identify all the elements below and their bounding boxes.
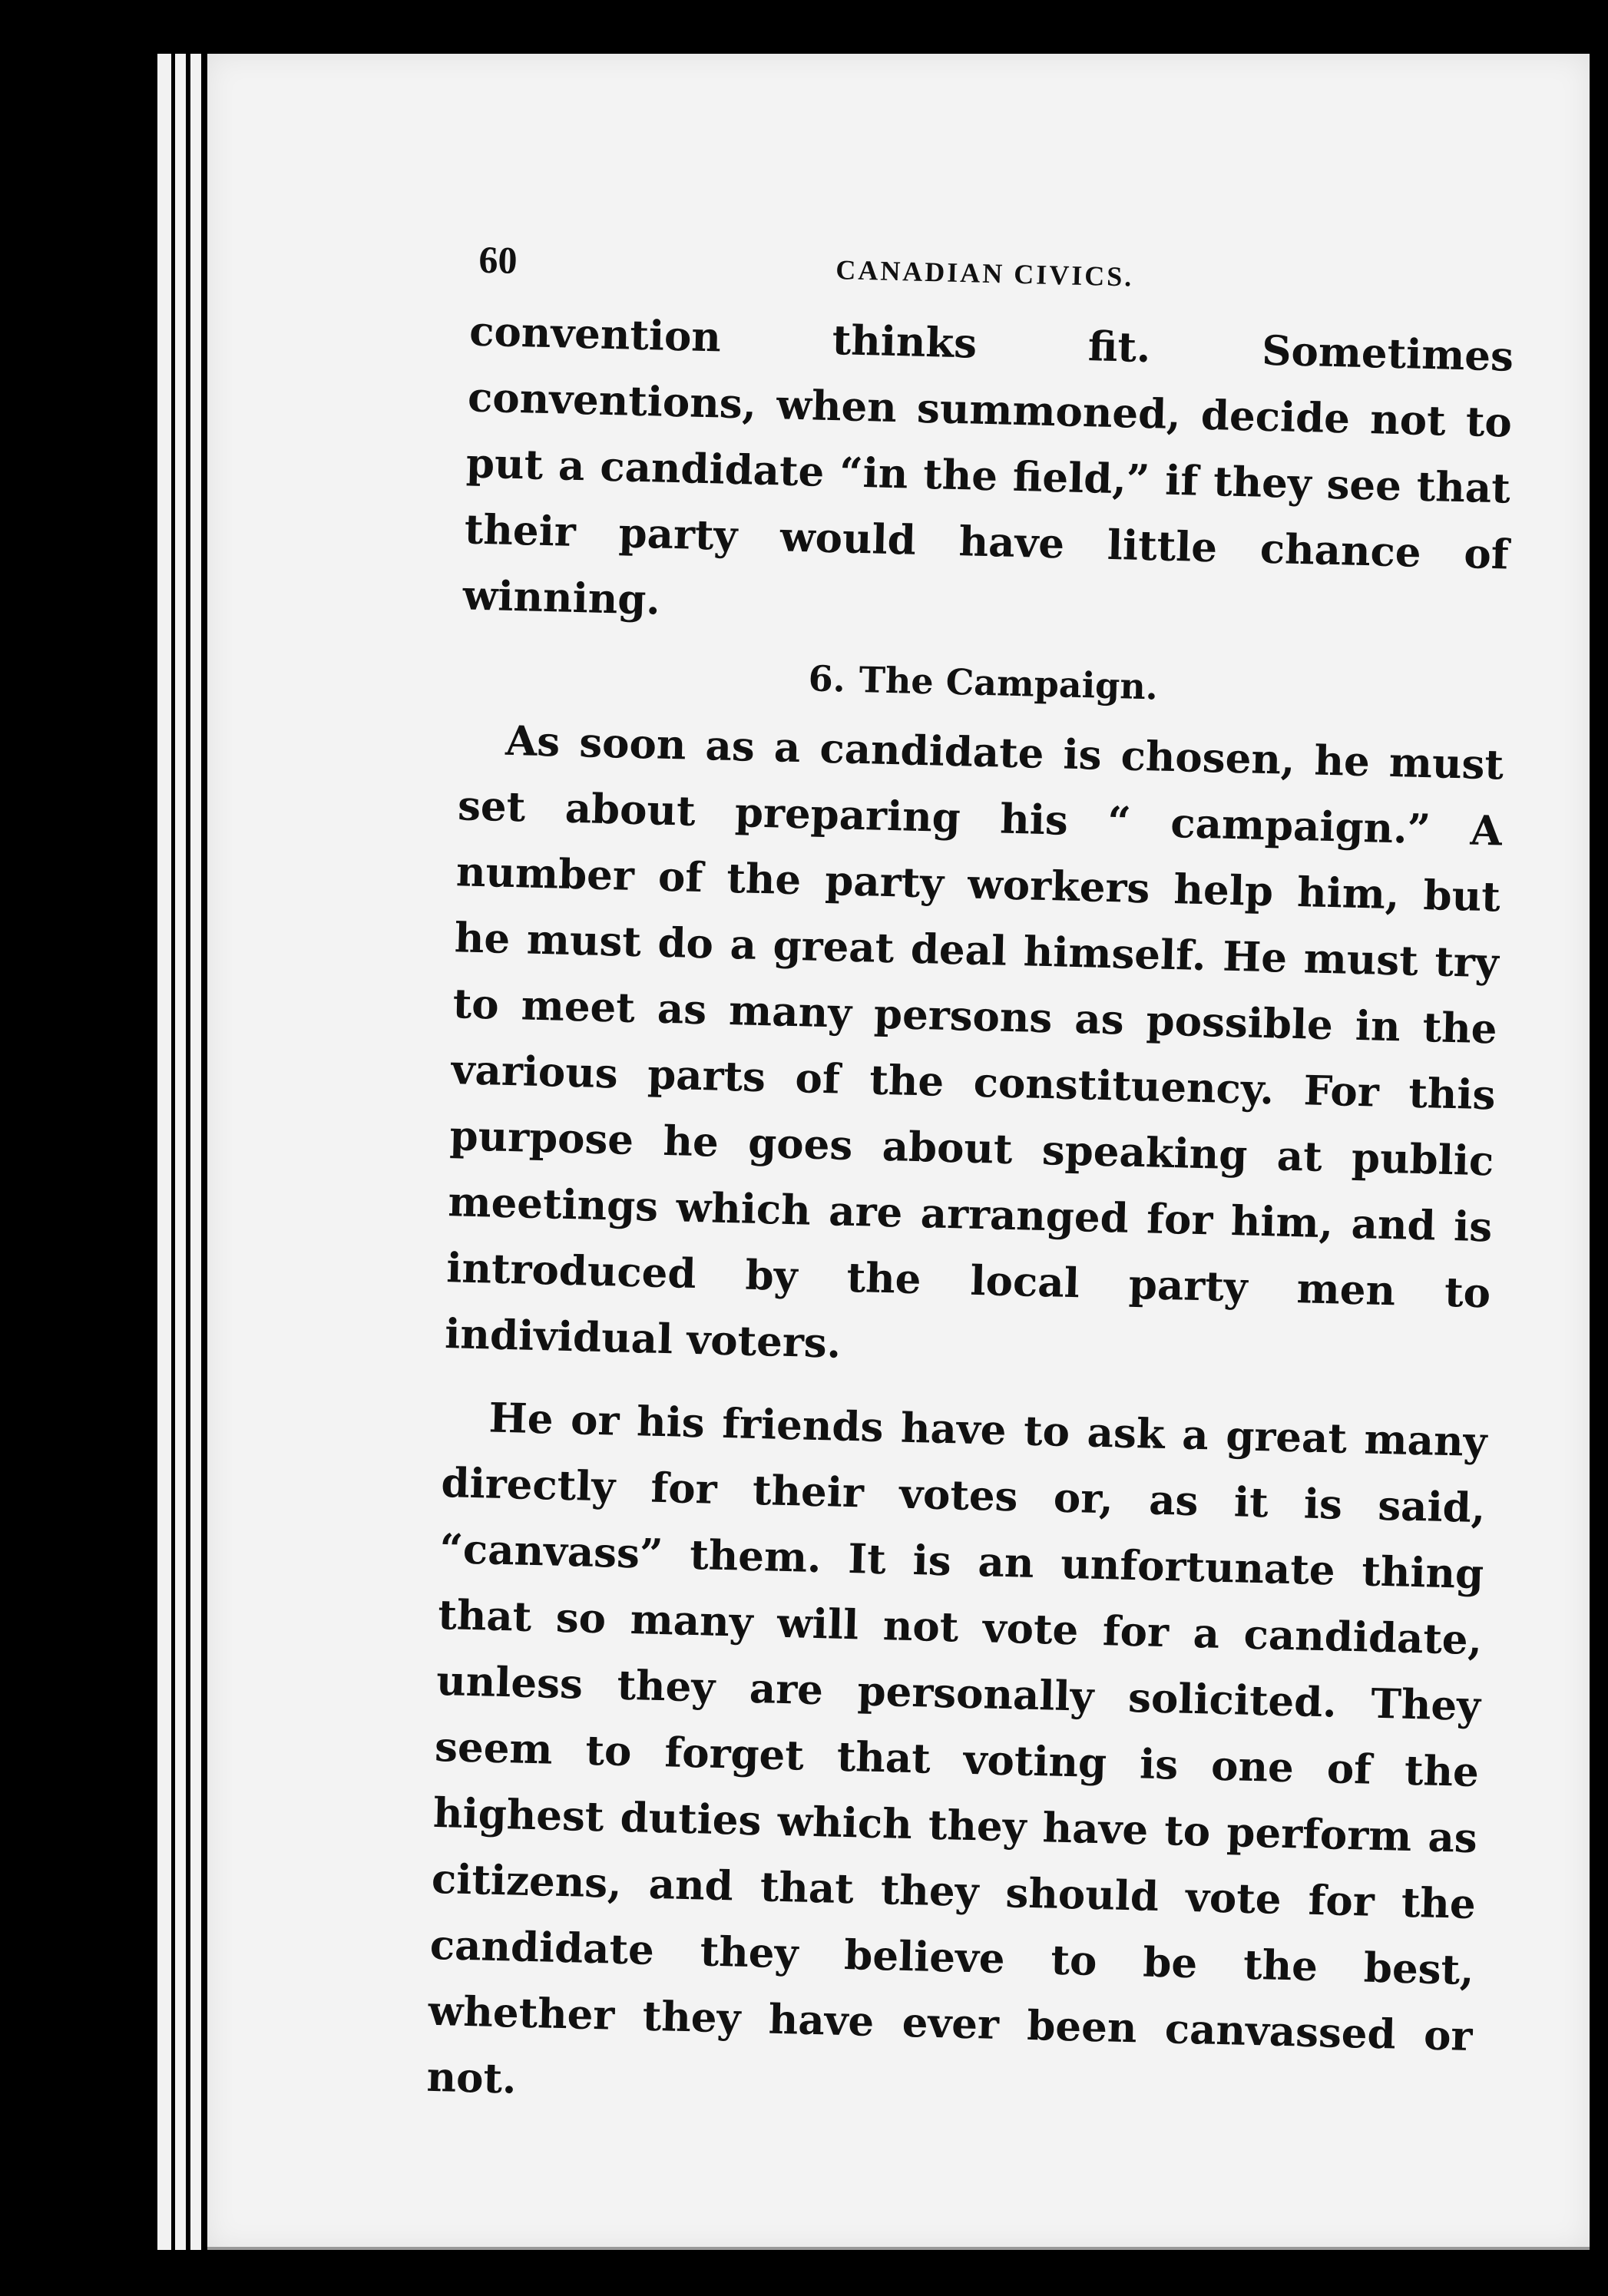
- running-title: CANADIAN CIVICS.: [835, 254, 1134, 293]
- paragraph-continuation: convention thinks fit. Sometimes conventions, when summoned, decide not to put a candidate “in the field,” if they see that their party would have little chance of winning.: [462, 307, 1514, 624]
- book-page: [207, 54, 1590, 2250]
- body-text: [426, 298, 1514, 2136]
- section-number: 6.: [808, 657, 846, 700]
- paragraph-canvass: He or his friends have to ask a great many directly for their votes or, as it is said, “canvass” them. It is an unfortunate thing that so many will not vote for a candidate, unless they are personally solicited. They seem to forget that voting is one of the highest duties which they have to perform as citizens, and that they should vote for the candidate they believe to be the best, whether they have ever been canvassed or not.: [425, 1394, 1488, 2103]
- section-title: The Campaign.: [859, 658, 1159, 708]
- page-content: [154, 54, 1589, 2283]
- page-bottom-edge: [207, 2247, 1590, 2250]
- page-number: 60: [478, 237, 518, 282]
- paragraph-campaign: As soon as a candidate is chosen, he must set about preparing his “ campaign.” A number of the party workers help him, but he must do a great deal himself. He must try to meet as many persons as possible in the various parts of the constituency. For this purpose he goes about speaking at public meetings which are arranged for him, and is introduced by the local party men to individual voters.: [444, 716, 1504, 1368]
